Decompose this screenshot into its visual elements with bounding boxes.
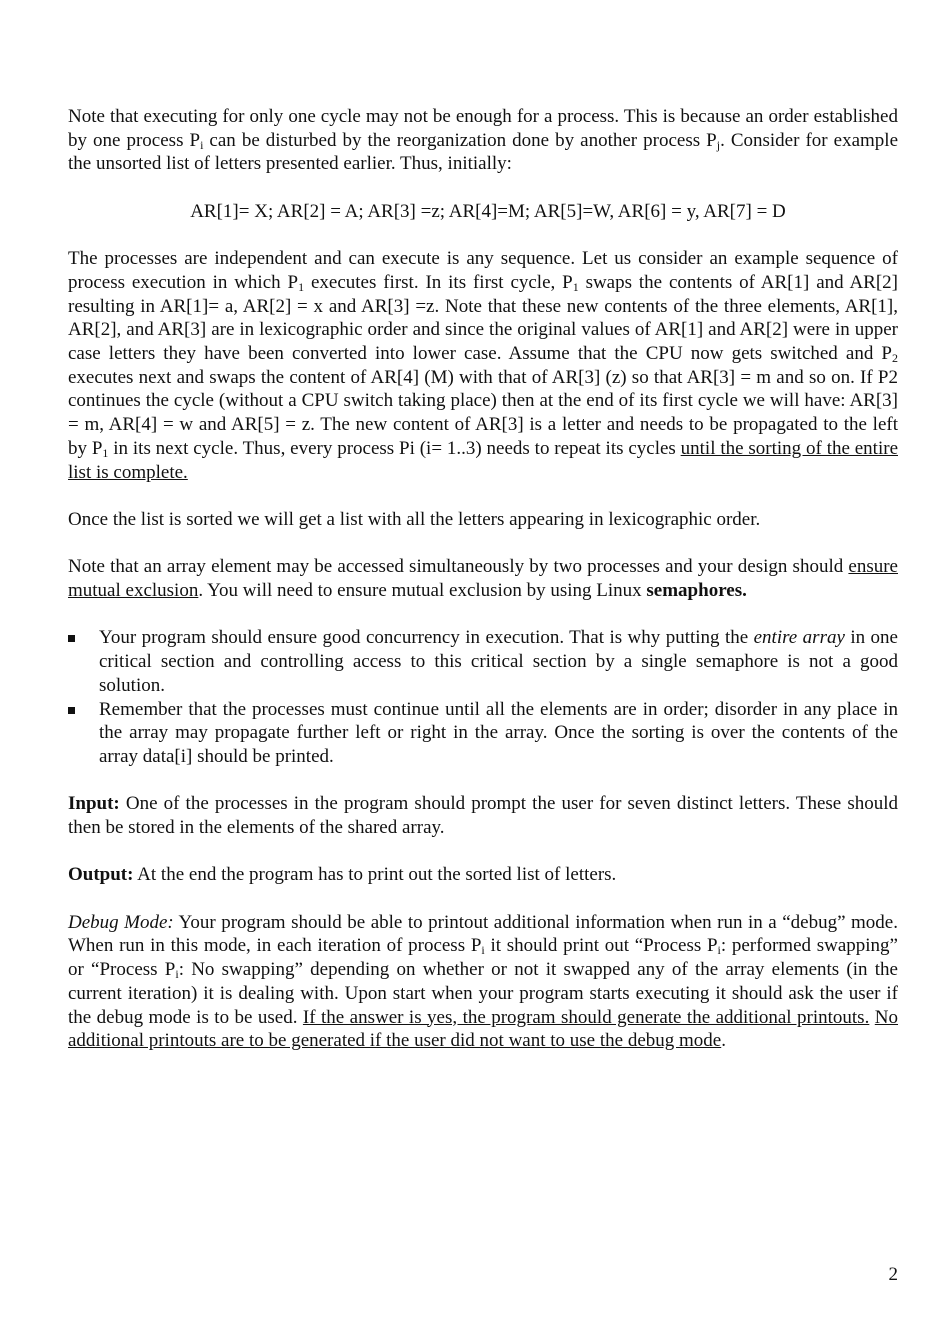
paragraph-example-sequence: The processes are independent and can execute is any sequence. Let us consider an example sequence of process execution in which $P_1$ executes first. In its first cycle, $P_1$ swaps the contents of AR[1] and AR[2] resulting in AR[1]= a, AR[2] = x and AR[3] =z. Note that these new contents of the three elements, AR[1], AR[2], and AR[3] are in lexicographic order and since the original values of AR[1] and AR[2] were in upper case letters they have been converted into lower case. Assume that the CPU now gets switched and $P_2$ executes next and swaps the content of AR[4] (M) with that of AR[3] (z) so that AR[3] = m and so on. If P2 continues the cycle (without a CPU switch taking place) then at the end of its first cycle we will have: AR[3] = m, AR[4] = w and AR[5] = z. The new content of AR[3] is a letter and needs to be propagated to the left by $P_1$ in its next cycle. Thus, every process Pi (i= 1..3) needs to repeat its cycles until the sorting of the entire list is complete. <box>68 248 898 483</box>
initial-array-line: AR[1]= X; AR[2] = A; AR[3] =z; AR[4]=M; AR[5]=W, AR[6] = y, AR[7] = D <box>190 200 786 222</box>
paragraph-mutual-exclusion: Note that an array element may be accessed simultaneously by two processes and your design should ensure mutual exclusion. You will need to ensure mutual exclusion by using Linux semaphores. <box>68 556 898 601</box>
paragraph-debug-mode: Debug Mode: Your program should be able to printout additional information when run in a “debug” mode. When run in this mode, in each iteration of process $P_i$ it should print out “Process $P_i$: performed swapping” or “Process $P_i$: No swapping” depending on whether or not it swapped any of the array elements (in the current iteration) it is dealing with. Upon start when your program starts executing it should ask the user if the debug mode is to be used. If the answer is yes, the program should generate the additional printouts. No additional printouts are to be generated if the user did not want to use the debug mode. <box>68 911 899 1052</box>
requirements-list <box>68 626 898 768</box>
list-item: Your program should ensure good concurrency in execution. That is why putting the entire array in one critical section and controlling access to this critical section by a single semaphore is not a good solution. <box>68 626 898 697</box>
underlined-text: If the answer is yes, the program should generate the additional printouts. <box>302 1006 870 1028</box>
paragraph-sorted-list: Once the list is sorted we will get a list with all the letters appearing in lexicographic order. <box>68 508 761 530</box>
underlined-text: until the sorting of the entire list is complete. <box>68 437 898 483</box>
debug-mode-label: Debug Mode: <box>68 911 174 933</box>
underlined-text: ensure mutual exclusion <box>68 556 898 601</box>
paragraph-input: Input: One of the processes in the program should prompt the user for seven distinct letters. These should then be stored in the elements of the shared array. <box>68 793 898 838</box>
italic-text: entire array <box>753 627 845 649</box>
document-page <box>68 105 898 1053</box>
paragraph-cycle-note: Note that executing for only one cycle may not be enough for a process. This is because an order established by one process $P_i$ can be disturbed by the reorganization done by another process $P_j$. Consider for example the unsorted list of letters presented earlier. Thus, initially: <box>68 106 898 175</box>
page-number: 2 <box>888 1264 898 1285</box>
input-label: Input: <box>68 793 120 815</box>
paragraph-output: Output: At the end the program has to print out the sorted list of letters. <box>68 864 617 886</box>
square-bullet-icon <box>68 707 75 714</box>
output-label: Output: <box>68 864 134 886</box>
underlined-text: No additional printouts are to be generated if the user did not want to use the debug mode <box>68 1006 899 1052</box>
bold-text: semaphores. <box>646 580 747 601</box>
square-bullet-icon <box>68 635 75 642</box>
list-item: Remember that the processes must continue until all the elements are in order; disorder in any place in the array may propagate further left or right in the array. Once the sorting is over the contents of the array data[i] should be printed. <box>68 698 898 769</box>
